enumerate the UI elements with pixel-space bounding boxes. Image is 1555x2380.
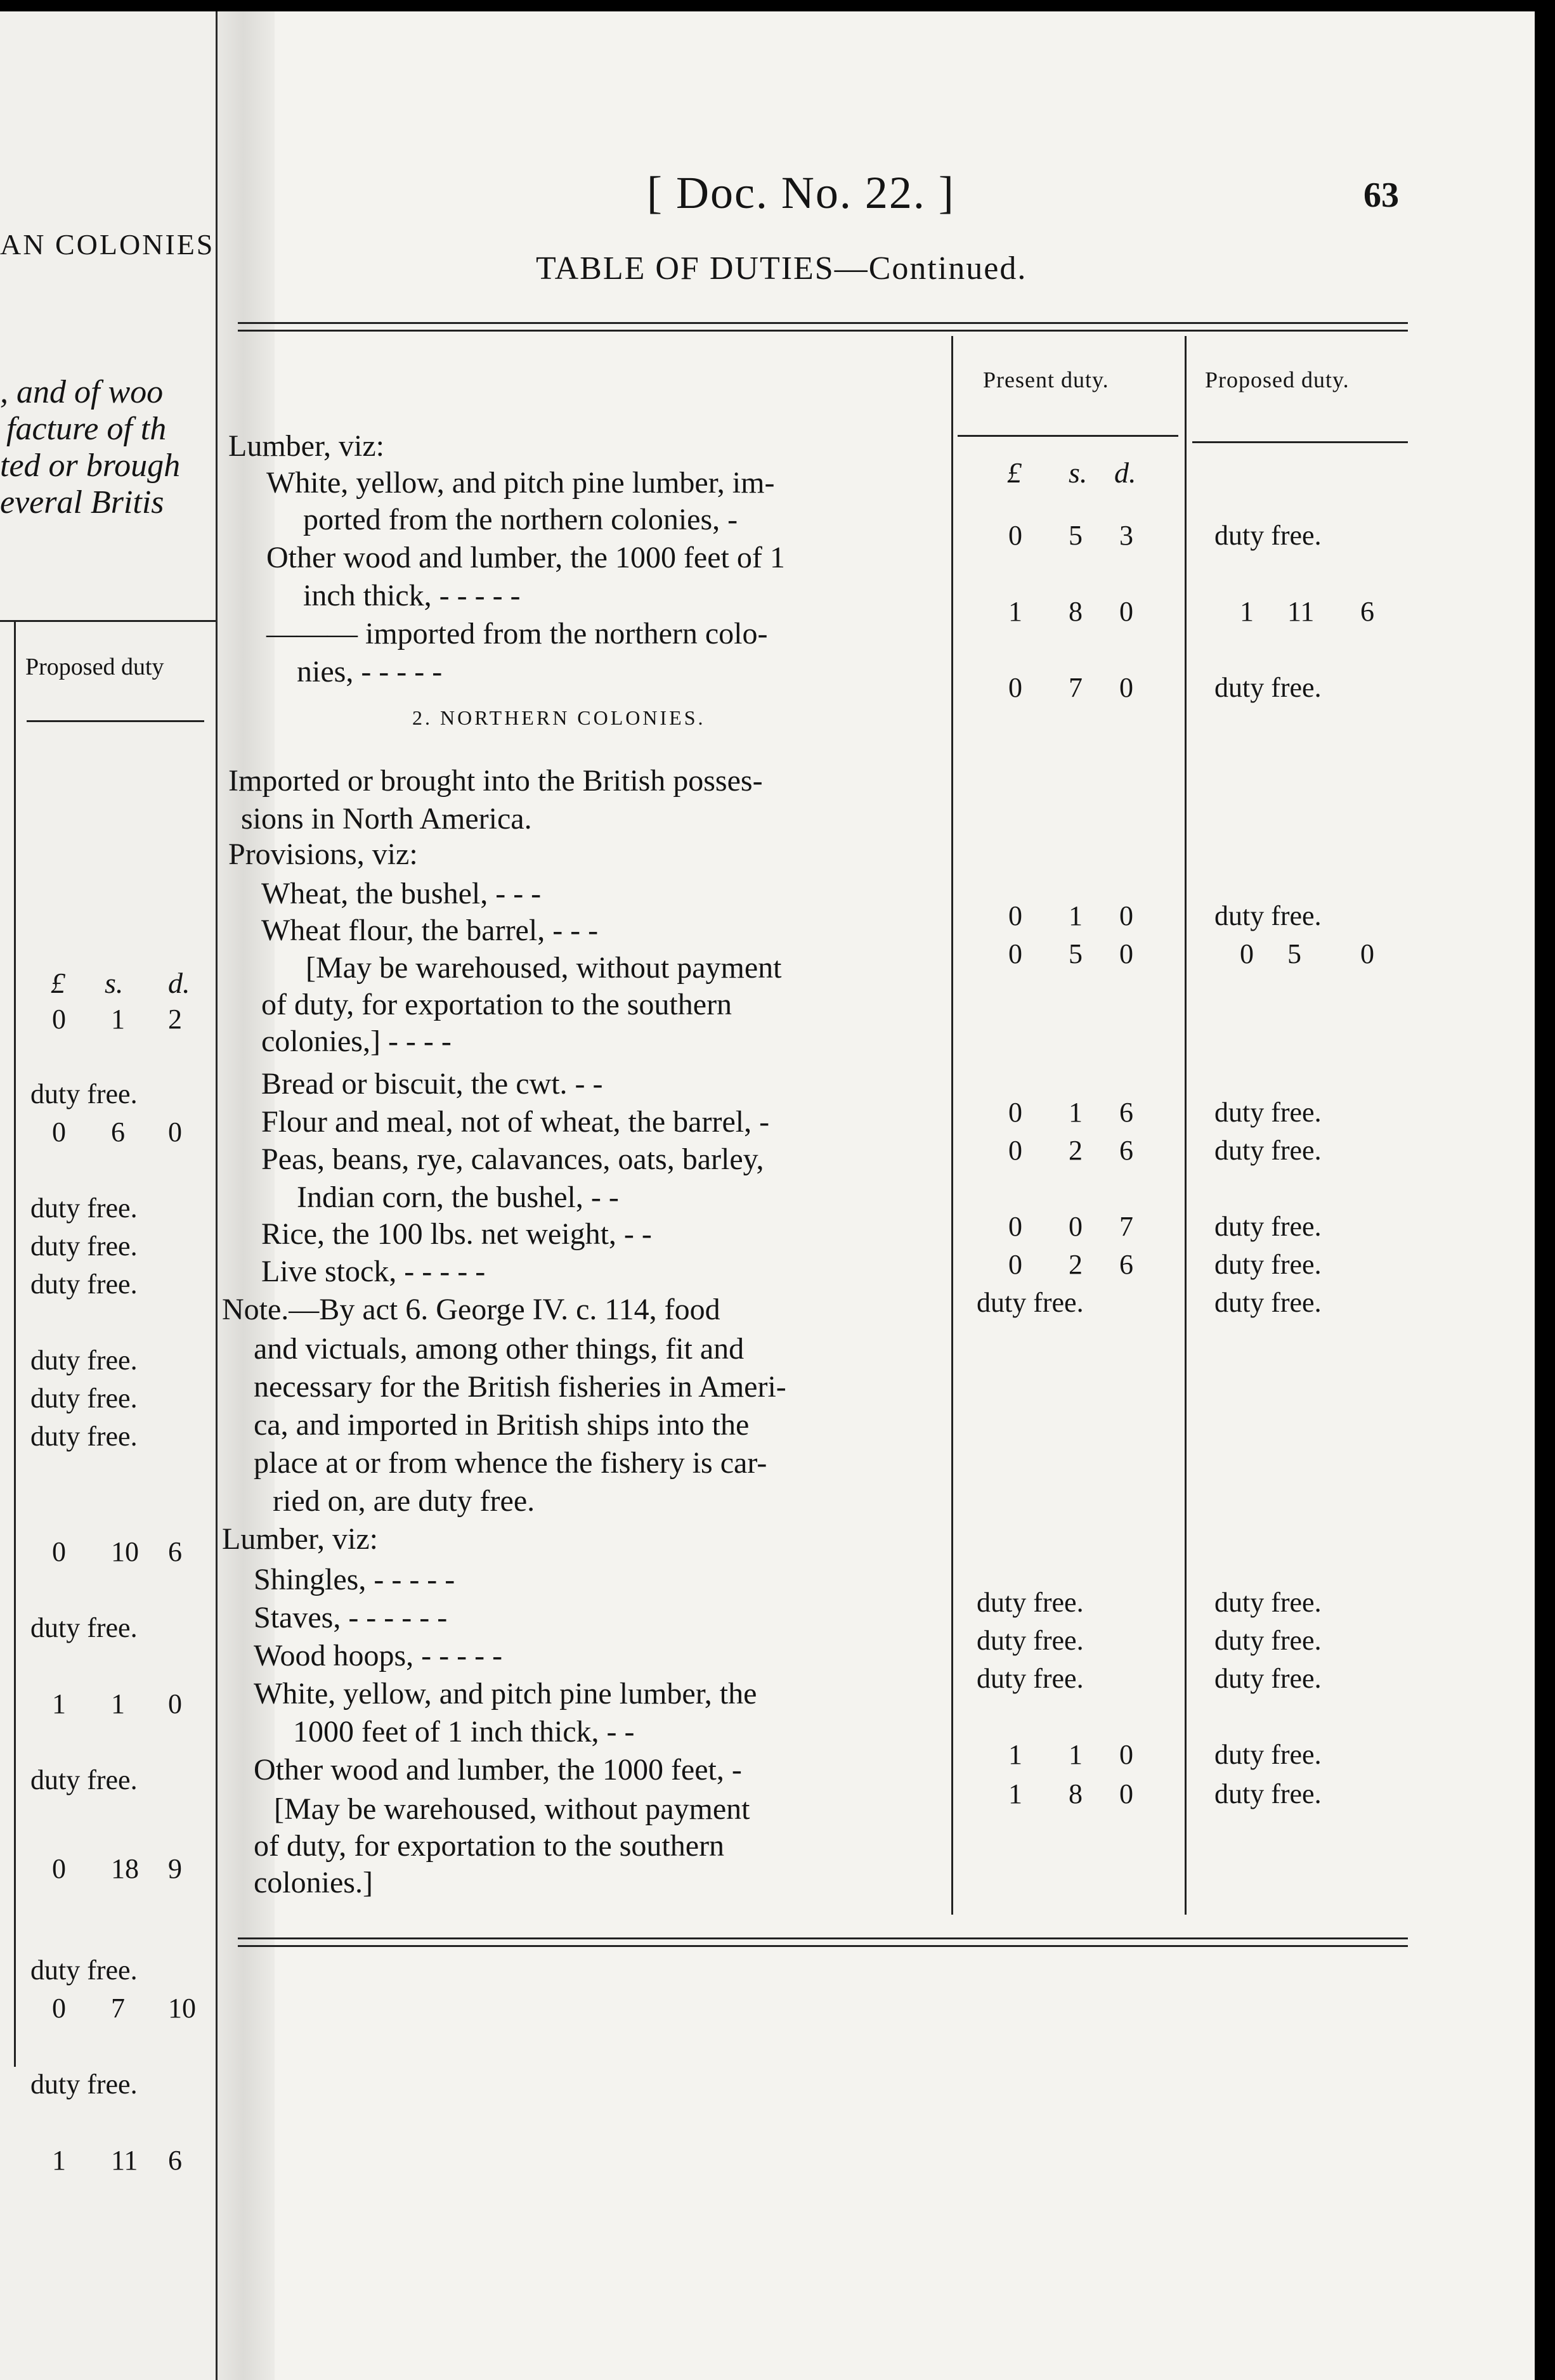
facing-page-italic-line: facture of th xyxy=(6,411,167,447)
present-duty-amount: 0 xyxy=(1008,520,1022,551)
table-line: [May be warehoused, without payment xyxy=(274,1792,750,1826)
proposed-duty-text: duty free. xyxy=(1214,1135,1322,1166)
present-duty-amount: 0 xyxy=(1008,1249,1022,1280)
top-rule xyxy=(238,322,1408,324)
bottom-rule-double xyxy=(238,1945,1408,1947)
present-duty-amount: 0 xyxy=(1119,900,1133,931)
proposed-duty-text: duty free. xyxy=(1214,1663,1322,1694)
section-heading: 2. NORTHERN COLONIES. xyxy=(412,706,706,729)
bottom-rule xyxy=(238,1937,1408,1939)
facing-duty-text: duty free. xyxy=(30,2069,138,2100)
table-line: Other wood and lumber, the 1000 feet of 1 xyxy=(266,541,785,574)
proposed-duty-text: duty free. xyxy=(1214,1625,1322,1656)
table-line: Wood hoops, - - - - - xyxy=(254,1639,503,1672)
table-line: colonies,] - - - - xyxy=(261,1025,452,1058)
facing-amount: 0 xyxy=(52,1993,66,2024)
column-divider xyxy=(1185,336,1187,1915)
present-duty-amount: 0 xyxy=(1069,1211,1083,1242)
present-duty-amount: 0 xyxy=(1119,672,1133,703)
proposed-duty-amount: 11 xyxy=(1287,596,1315,627)
table-line: of duty, for exportation to the southern xyxy=(254,1829,725,1863)
facing-amount: 0 xyxy=(52,1536,66,1567)
facing-duty-text: duty free. xyxy=(30,1764,138,1795)
unit-pence: d. xyxy=(1114,456,1136,489)
document-number-header: [ Doc. No. 22. ] xyxy=(647,167,955,218)
facing-amount: 0 xyxy=(52,1853,66,1884)
present-duty-amount: 0 xyxy=(1008,938,1022,969)
facing-amount: 0 xyxy=(168,1688,182,1719)
facing-amount: 1 xyxy=(52,2145,66,2176)
header-rule xyxy=(1192,441,1408,443)
facing-amount: 9 xyxy=(168,1853,182,1884)
facing-amount: 6 xyxy=(111,1116,125,1148)
present-duty-amount: 0 xyxy=(1119,1778,1133,1809)
present-duty-amount: 1 xyxy=(1069,900,1083,931)
facing-page-italic-line: everal Britis xyxy=(0,484,164,521)
facing-amount: 2 xyxy=(168,1004,182,1035)
proposed-duty-text: duty free. xyxy=(1214,1097,1322,1128)
table-line: Other wood and lumber, the 1000 feet, - xyxy=(254,1753,742,1787)
proposed-duty-amount: 0 xyxy=(1240,938,1254,969)
proposed-duty-amount: 5 xyxy=(1287,938,1301,969)
table-line: Note.—By act 6. George IV. c. 114, food xyxy=(222,1293,720,1326)
facing-amount: 0 xyxy=(168,1116,182,1148)
table-line: ried on, are duty free. xyxy=(273,1484,535,1518)
table-line: colonies.] xyxy=(254,1866,373,1899)
present-duty-text: duty free. xyxy=(977,1625,1084,1656)
table-line: place at or from whence the fishery is car- xyxy=(254,1446,767,1480)
facing-duty-text: duty free. xyxy=(30,1269,138,1300)
table-line: Bread or biscuit, the cwt. - - xyxy=(261,1067,603,1101)
present-duty-text: duty free. xyxy=(977,1287,1084,1318)
unit-shilling: s. xyxy=(1069,456,1088,489)
table-line: Indian corn, the bushel, - - xyxy=(297,1180,619,1214)
document-page xyxy=(0,11,1535,2380)
proposed-duty-header: Proposed duty. xyxy=(1205,367,1350,392)
present-duty-amount: 0 xyxy=(1119,596,1133,627)
facing-duty-text: duty free. xyxy=(30,1421,138,1452)
facing-page-heading: AN COLONIES xyxy=(0,228,215,261)
facing-amount: 1 xyxy=(52,1688,66,1719)
facing-amount: 1 xyxy=(111,1004,125,1035)
present-duty-amount: 3 xyxy=(1119,520,1133,551)
present-duty-amount: 0 xyxy=(1008,900,1022,931)
facing-page-column-head: Proposed duty xyxy=(25,654,164,680)
present-duty-amount: 1 xyxy=(1069,1739,1083,1770)
proposed-duty-text: duty free. xyxy=(1214,672,1322,703)
table-line: Wheat flour, the barrel, - - - xyxy=(261,914,599,947)
table-line: Lumber, viz: xyxy=(222,1522,378,1556)
facing-duty-text: duty free. xyxy=(30,1955,138,1986)
column-divider xyxy=(951,336,953,1915)
present-duty-header: Present duty. xyxy=(983,367,1109,392)
present-duty-amount: 6 xyxy=(1119,1097,1133,1128)
unit-pound: £ xyxy=(1007,456,1022,489)
table-line: Staves, - - - - - - xyxy=(254,1601,448,1634)
facing-duty-text: duty free. xyxy=(30,1078,138,1109)
table-line: Imported or brought into the British posses- xyxy=(228,764,763,798)
proposed-duty-amount: 0 xyxy=(1360,938,1374,969)
present-duty-amount: 6 xyxy=(1119,1249,1133,1280)
present-duty-amount: 6 xyxy=(1119,1135,1133,1166)
table-line: nies, - - - - - xyxy=(297,655,443,689)
table-line: sions in North America. xyxy=(241,802,532,836)
proposed-duty-amount: 6 xyxy=(1360,596,1374,627)
top-rule-double xyxy=(238,330,1408,332)
proposed-duty-text: duty free. xyxy=(1214,1739,1322,1770)
present-duty-amount: 5 xyxy=(1069,938,1083,969)
present-duty-amount: 0 xyxy=(1008,1097,1022,1128)
facing-amount: 1 xyxy=(111,1688,125,1719)
facing-amount: 0 xyxy=(52,1004,66,1035)
proposed-duty-text: duty free. xyxy=(1214,520,1322,551)
present-duty-text: duty free. xyxy=(977,1587,1084,1618)
present-duty-amount: 2 xyxy=(1069,1249,1083,1280)
table-line: White, yellow, and pitch pine lumber, im- xyxy=(266,466,775,500)
table-line: necessary for the British fisheries in Ameri- xyxy=(254,1370,786,1404)
facing-amount: 7 xyxy=(111,1993,125,2024)
table-line: [May be warehoused, without payment xyxy=(306,951,782,985)
present-duty-amount: 0 xyxy=(1008,1135,1022,1166)
facing-unit-shilling: s. xyxy=(105,967,124,999)
facing-duty-text: duty free. xyxy=(30,1231,138,1262)
proposed-duty-text: duty free. xyxy=(1214,1778,1322,1809)
present-duty-amount: 8 xyxy=(1069,1778,1083,1809)
present-duty-text: duty free. xyxy=(977,1663,1084,1694)
facing-duty-text: duty free. xyxy=(30,1193,138,1224)
header-rule xyxy=(958,435,1178,437)
facing-amount: 6 xyxy=(168,2145,182,2176)
present-duty-amount: 5 xyxy=(1069,520,1083,551)
table-line: 1000 feet of 1 inch thick, - - xyxy=(293,1715,635,1749)
facing-page-rule xyxy=(0,620,216,622)
present-duty-amount: 7 xyxy=(1119,1211,1133,1242)
facing-amount: 11 xyxy=(111,2145,138,2176)
table-line: ——— imported from the northern colo- xyxy=(266,617,768,650)
table-line: Shingles, - - - - - xyxy=(254,1563,455,1596)
proposed-duty-text: duty free. xyxy=(1214,1211,1322,1242)
present-duty-amount: 8 xyxy=(1069,596,1083,627)
proposed-duty-text: duty free. xyxy=(1214,900,1322,931)
facing-amount: 10 xyxy=(168,1993,196,2024)
table-line: ported from the northern colonies, - xyxy=(303,503,738,536)
present-duty-amount: 2 xyxy=(1069,1135,1083,1166)
proposed-duty-text: duty free. xyxy=(1214,1287,1322,1318)
facing-duty-text: duty free. xyxy=(30,1612,138,1643)
present-duty-amount: 0 xyxy=(1119,938,1133,969)
table-line: Flour and meal, not of wheat, the barrel, - xyxy=(261,1105,770,1139)
facing-duty-text: duty free. xyxy=(30,1383,138,1414)
proposed-duty-text: duty free. xyxy=(1214,1249,1322,1280)
facing-amount: 18 xyxy=(111,1853,139,1884)
facing-amount: 0 xyxy=(52,1116,66,1148)
table-line: Live stock, - - - - - xyxy=(261,1255,486,1288)
table-line: Peas, beans, rye, calavances, oats, barley, xyxy=(261,1142,764,1176)
present-duty-amount: 1 xyxy=(1069,1097,1083,1128)
table-line: ca, and imported in British ships into the xyxy=(254,1408,750,1442)
page-number: 63 xyxy=(1363,176,1399,215)
table-title: TABLE OF DUTIES—Continued. xyxy=(536,250,1027,287)
present-duty-amount: 0 xyxy=(1119,1739,1133,1770)
present-duty-amount: 7 xyxy=(1069,672,1083,703)
present-duty-amount: 0 xyxy=(1008,1211,1022,1242)
table-line: inch thick, - - - - - xyxy=(303,579,521,612)
table-line: Rice, the 100 lbs. net weight, - - xyxy=(261,1217,652,1251)
table-line: White, yellow, and pitch pine lumber, the xyxy=(254,1677,757,1711)
facing-page-column-rule xyxy=(27,720,204,722)
facing-duty-text: duty free. xyxy=(30,1345,138,1376)
facing-unit-pound: £ xyxy=(51,967,65,999)
facing-page-italic-line: , and of woo xyxy=(0,374,164,410)
present-duty-amount: 1 xyxy=(1008,1739,1022,1770)
present-duty-amount: 0 xyxy=(1008,672,1022,703)
table-line: and victuals, among other things, fit and xyxy=(254,1332,745,1366)
facing-page xyxy=(0,11,218,2380)
table-line: Lumber, viz: xyxy=(228,429,384,463)
present-duty-amount: 1 xyxy=(1008,596,1022,627)
table-line: of duty, for exportation to the southern xyxy=(261,988,732,1021)
table-line: Provisions, viz: xyxy=(228,838,418,871)
facing-amount: 10 xyxy=(111,1536,139,1567)
page-gutter xyxy=(218,11,275,2380)
facing-unit-pence: d. xyxy=(168,967,190,999)
facing-page-italic-line: ted or brough xyxy=(0,448,181,484)
proposed-duty-text: duty free. xyxy=(1214,1587,1322,1618)
table-line: Wheat, the bushel, - - - xyxy=(261,877,542,910)
facing-amount: 6 xyxy=(168,1536,182,1567)
proposed-duty-amount: 1 xyxy=(1240,596,1254,627)
present-duty-amount: 1 xyxy=(1008,1778,1022,1809)
facing-page-column-line xyxy=(14,621,16,2067)
